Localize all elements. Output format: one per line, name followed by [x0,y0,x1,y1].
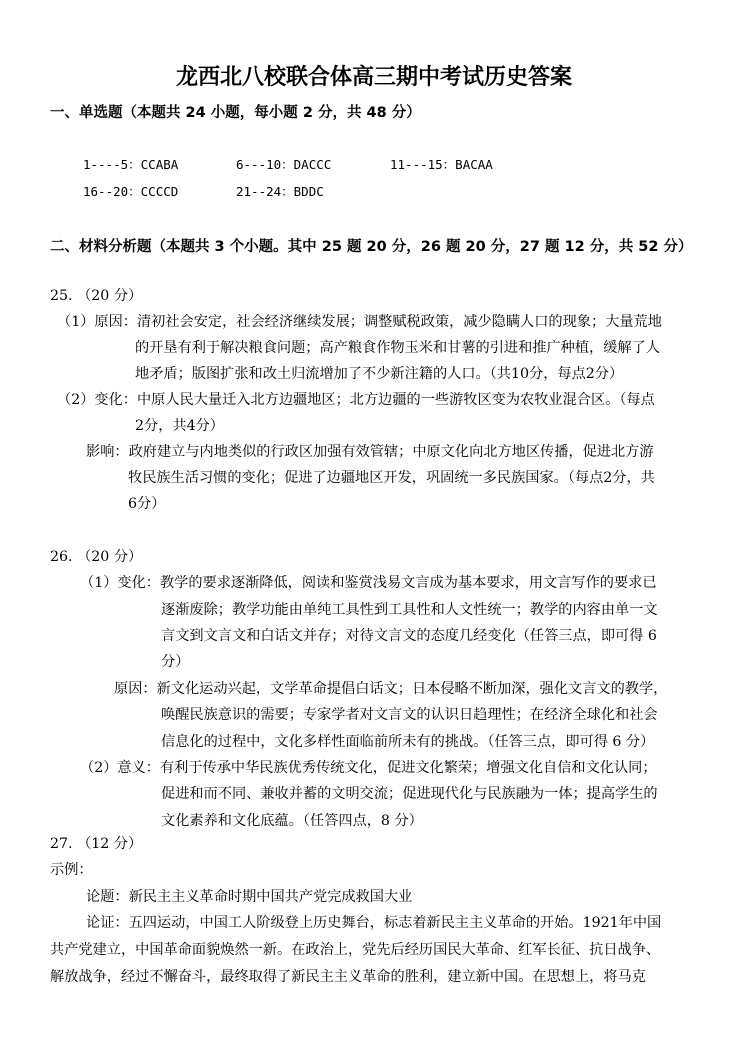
q26-line: 文化素养和文化底蕴。（任答四点，8 分） [161,813,423,829]
q25-line: 地矛盾；版图扩张和改土归流增加了不少新注籍的人口。（共10分，每点2分） [135,366,624,382]
q26-line: 分） [161,654,190,670]
q26-line: 唤醒民族意识的需要；专家学者对文言文的认识日趋理性；在经济全球化和社会 [161,707,658,723]
q25-line: 影响：政府建立与内地类似的行政区加强有效管辖；中原文化向北方地区传播，促进北方游 [86,444,654,460]
q25-line: 牧民族生活习惯的变化；促进了边疆地区开发，巩固统一多民族国家。（每点2分，共 [128,470,655,486]
q27-line: 论证：五四运动，中国工人阶级登上历史舞台，标志着新民主主义革命的开始。1921年中国 [86,915,662,931]
q26-line: （2）意义：有利于传承中华民族优秀传统文化，促进文化繁荣；增强文化自信和文化认同； [80,760,657,776]
answer-range: 6---10：DACCC [236,157,332,172]
section2-heading: 二、材料分析题（本题共 3 个小题。其中 25 题 20 分，26 题 20 分，27 题 12 分，共 52 分） [50,239,693,255]
q27-topic: 论题：新民主主义革命时期中国共产党完成救国大业 [86,889,413,905]
answer-range: 16--20：CCCCD [83,184,179,199]
question-26-label: 26. （20 分） [50,549,143,565]
q26-line: （1）变化：教学的要求逐渐降低，阅读和鉴赏浅易文言成为基本要求，用文言写作的要求已 [80,575,657,591]
q26-line: 促进和而不同、兼收并蓄的文明交流；促进现代化与民族融为一体；提高学生的 [161,786,658,802]
q26-line: 逐渐废除；教学功能由单纯工具性到工具性和人文性统一；教学的内容由单一文 [161,602,658,618]
question-27-label: 27. （12 分） [50,836,143,852]
section1-heading: 一、单选题（本题共 24 小题，每小题 2 分，共 48 分） [50,105,421,121]
q26-line: 言文到文言文和白话文并存；对待文言文的态度几经变化（任答三点，即可得 6 [161,628,657,644]
answer-range: 1----5：CCABA [83,157,179,172]
answer-range: 21--24：BDDC [236,184,324,199]
q25-line: （1）原因：清初社会安定，社会经济继续发展；调整赋税政策，减少隐瞒人口的现象；大量荒地 [57,314,662,330]
q25-line: （2）变化：中原人民大量迁入北方边疆地区；北方边疆的一些游牧区变为农牧业混合区。（每点 [57,392,655,408]
answer-range: 11---15：BACAA [390,157,493,172]
q27-line: 共产党建立，中国革命面貌焕然一新。在政治上，党先后经历国民大革命、红军长征、抗日战争、 [50,942,661,958]
question-25-label: 25. （20 分） [50,288,143,304]
q25-line: 的开垦有利于解决粮食问题；高产粮食作物玉米和甘薯的引进和推广种植，缓解了人 [135,340,660,356]
q26-line: 原因：新文化运动兴起，文学革命提倡白话文；日本侵略不断加深，强化文言文的教学， [114,681,668,697]
q27-line: 解放战争，经过不懈奋斗，最终取得了新民主主义革命的胜利，建立新中国。在思想上，将马克 [50,969,646,985]
q26-line: 信息化的过程中，文化多样性面临前所未有的挑战。（任答三点，即可得 6 分） [161,734,655,750]
q27-example-label: 示例： [50,862,93,878]
page-title: 龙西北八校联合体高三期中考试历史答案 [175,65,572,90]
q25-line: 6分） [128,496,166,512]
q25-line: 2分，共4分） [135,418,224,434]
